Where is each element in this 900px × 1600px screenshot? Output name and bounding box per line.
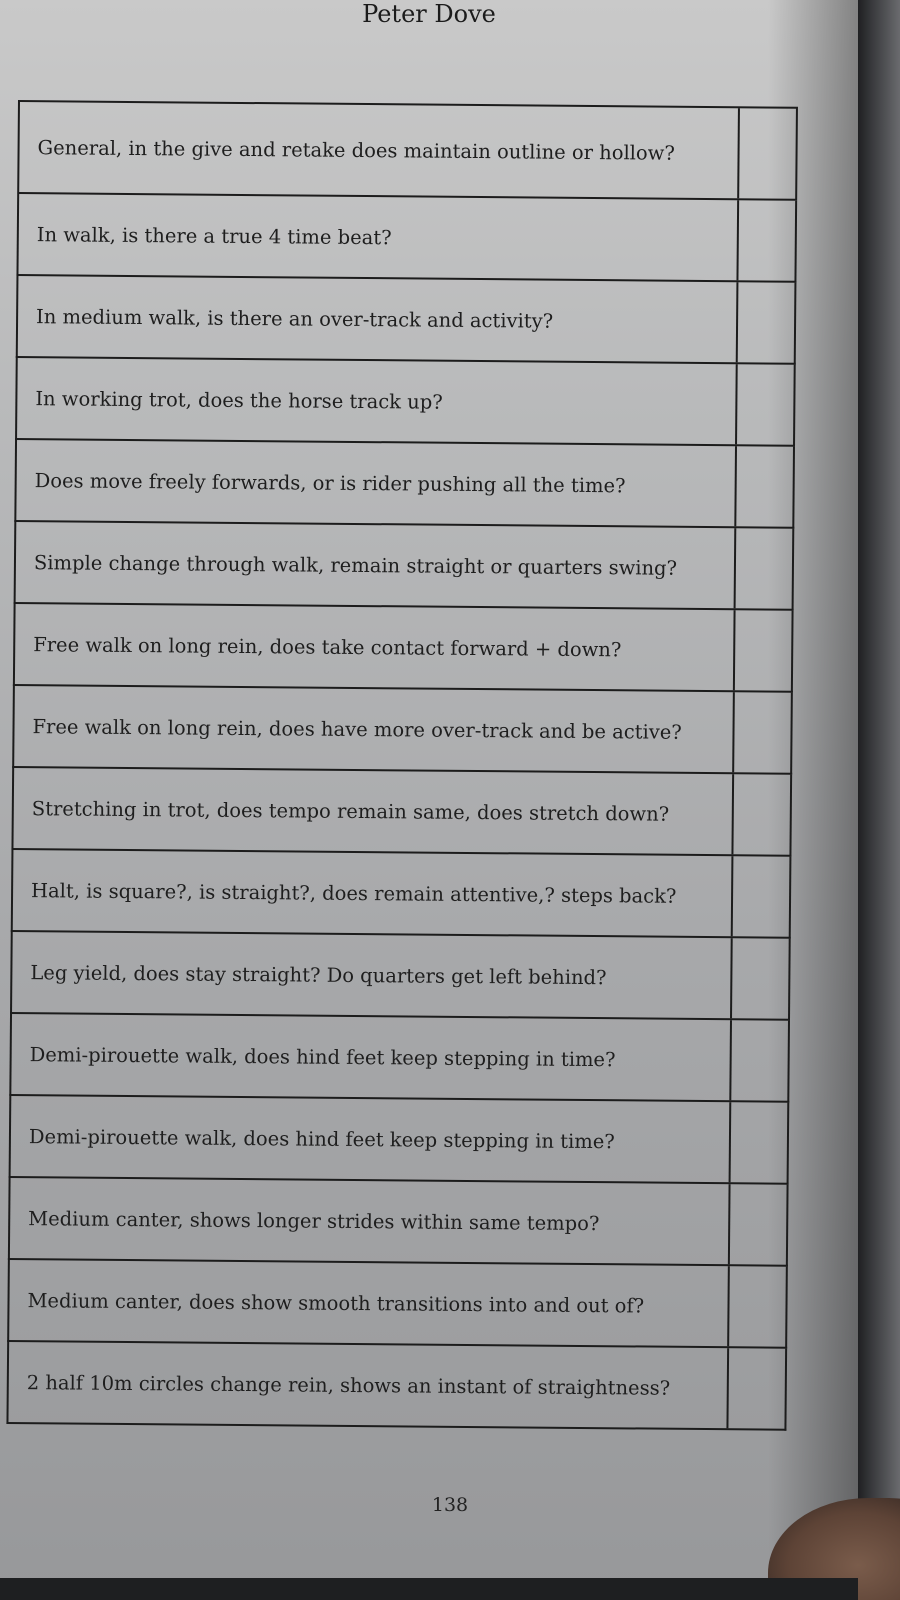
book-spine [858,0,900,1600]
row-checkbox-cell [730,938,789,1019]
row-checkbox-cell [731,856,790,937]
row-question: Does move freely forwards, or is rider pushing all the time? [34,468,626,497]
row-checkbox-cell [728,1184,787,1265]
row-question: Medium canter, shows longer strides within same tempo? [28,1206,600,1235]
row-question: Free walk on long rein, does have more over-track and be active? [32,714,682,744]
table-row [13,604,794,693]
checklist-table [6,100,818,1431]
table-row [16,276,797,365]
row-checkbox-cell [734,528,793,609]
table-row [9,1014,790,1103]
row-question: Stretching in trot, does tempo remain same, does stretch down? [31,796,670,826]
table-row [12,686,793,775]
table-row [14,522,795,611]
row-question: 2 half 10m circles change rein, shows an instant of straightness? [26,1370,671,1400]
row-checkbox-cell [727,1266,786,1347]
page-header-author: Peter Dove [362,0,496,28]
table-row [11,850,792,939]
row-question: Medium canter, does show smooth transitions into and out of? [27,1288,645,1318]
row-question: General, in the give and retake does maintain outline or hollow? [37,135,675,165]
row-question: Free walk on long rein, does take contact forward + down? [33,632,622,661]
table-row [14,440,795,529]
row-question: Demi-pirouette walk, does hind feet keep stepping in time? [29,1042,616,1071]
row-checkbox-cell [733,610,792,691]
table-row [6,1342,787,1431]
table-row [11,768,792,857]
row-checkbox-cell [729,1020,788,1101]
row-question: Leg yield, does stay straight? Do quarters get left behind? [30,960,607,989]
row-question: Halt, is square?, is straight?, does remain attentive,? steps back? [31,878,677,908]
table-row [10,932,791,1021]
row-checkbox-cell [736,200,795,281]
row-checkbox-cell [734,446,793,527]
page-number: 138 [431,1494,469,1516]
table-row [16,194,797,283]
row-checkbox-cell [735,364,794,445]
row-checkbox-cell [729,1102,788,1183]
table-row [8,1178,789,1267]
table-row [15,358,796,447]
table-row [9,1096,790,1185]
row-checkbox-cell [732,692,791,773]
table-row [17,100,798,201]
row-question: In medium walk, is there an over-track and activity? [36,304,554,333]
row-question: Demi-pirouette walk, does hind feet keep stepping in time? [28,1124,615,1153]
row-question: Simple change through walk, remain straight or quarters swing? [33,550,678,580]
row-question: In working trot, does the horse track up? [35,386,443,414]
row-checkbox-cell [726,1348,785,1429]
row-checkbox-cell [731,774,790,855]
table-row [7,1260,788,1349]
row-checkbox-cell [737,108,796,199]
row-checkbox-cell [736,282,795,363]
page-bottom-edge [0,1578,858,1600]
row-question: In walk, is there a true 4 time beat? [36,222,392,249]
